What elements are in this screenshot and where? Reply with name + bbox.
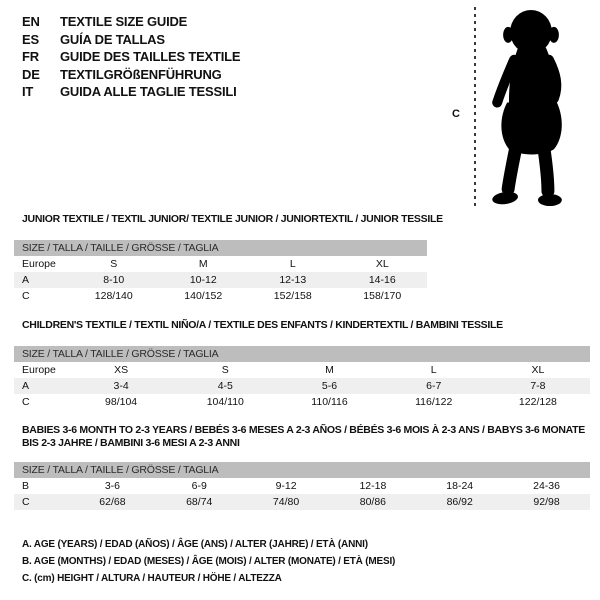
table-row [14, 362, 590, 378]
language-code: FR [22, 49, 39, 64]
table-cell: 122/128 [518, 396, 557, 408]
language-title: GUIDA ALLE TAGLIE TESSILI [60, 84, 237, 99]
language-code: IT [22, 84, 34, 99]
footnote-c: C. (cm) HEIGHT / ALTURA / HAUTEUR / HÖHE / ALTEZZA [22, 573, 282, 584]
table-cell: 128/140 [94, 290, 133, 302]
language-code: EN [22, 14, 40, 29]
table-cell: 68/74 [186, 496, 213, 508]
language-title: TEXTILGRÖßENFÜHRUNG [60, 66, 222, 82]
babies-size-table [14, 462, 590, 510]
table-row [14, 256, 427, 272]
table-cell: 158/170 [363, 290, 402, 302]
footnote-legend [22, 536, 395, 587]
table-cell: M [325, 364, 334, 376]
children-size-table [14, 346, 590, 410]
row-label: Europe [22, 258, 56, 270]
table-cell: 62/68 [99, 496, 126, 508]
table-row [14, 494, 590, 510]
row-label: A [22, 274, 30, 286]
table-cell: 110/116 [311, 396, 348, 408]
table-cell: 9-12 [275, 480, 297, 492]
table-cell: 7-8 [530, 380, 546, 392]
table-cell: 74/80 [272, 496, 300, 508]
table-cell: S [221, 364, 229, 376]
table-cell: 18-24 [446, 480, 474, 492]
row-label: A [22, 380, 30, 392]
table-cell: 3-6 [104, 480, 120, 492]
table-cell: 10-12 [189, 274, 217, 286]
language-row [22, 48, 240, 66]
language-code: DE [22, 66, 40, 82]
table-cell: 5-6 [321, 380, 338, 392]
table-cell: 24-36 [533, 480, 560, 492]
language-title: GUÍA DE TALLAS [60, 31, 165, 47]
table-row [14, 378, 590, 394]
table-cell: L [289, 258, 296, 270]
height-measure-dashed-line [474, 7, 476, 208]
table-cell: L [430, 364, 437, 376]
table-cell: 8-10 [103, 274, 125, 286]
table-cell: 104/110 [206, 396, 244, 408]
table-cell: 152/158 [273, 290, 312, 302]
table-cell: 14-16 [368, 274, 396, 286]
row-label: C [22, 396, 30, 408]
children-table-title: CHILDREN'S TEXTILE / TEXTIL NIÑO/A / TEXTILE DES ENFANTS / KINDERTEXTIL / BAMBINI TESSILE [22, 319, 503, 331]
junior-size-table [14, 240, 427, 304]
table-cell: 6-7 [426, 380, 442, 392]
language-title: GUIDE DES TAILLES TEXTILE [60, 49, 241, 64]
row-label: C [22, 290, 30, 302]
language-row [22, 83, 240, 101]
table-cell: M [198, 258, 208, 270]
language-row [22, 31, 240, 49]
table-cell: 140/152 [184, 290, 223, 302]
baby-silhouette-icon [481, 6, 583, 210]
table-size-header: SIZE / TALLA / TAILLE / GRÖSSE / TAGLIA [14, 240, 427, 256]
language-row [22, 13, 240, 31]
junior-table-title: JUNIOR TEXTILE / TEXTIL JUNIOR/ TEXTILE JUNIOR / JUNIORTEXTIL / JUNIOR TESSILE [22, 213, 443, 225]
table-cell: 98/104 [105, 396, 138, 408]
figure-height-label: C [452, 108, 460, 120]
table-cell: 4-5 [217, 380, 233, 392]
table-row [14, 478, 590, 494]
footnote-b: B. AGE (MONTHS) / EDAD (MESES) / ÂGE (MOIS) / ALTER (MONATE) / ETÀ (MESI) [22, 556, 396, 567]
table-cell: 92/98 [533, 496, 560, 508]
language-code: ES [22, 31, 39, 47]
row-label: C [22, 496, 30, 508]
babies-table-title: BABIES 3-6 MONTH TO 2-3 YEARS / BEBÉS 3-6 MESES A 2-3 AÑOS / BÉBÉS 3-6 MOIS À 2-3 ANS / BABYS 3-6 MONATE BIS 2-3 JAHRE / BAMBINI 3-6 MESI A 2-3 ANNI [22, 424, 585, 449]
table-cell: 80/86 [359, 496, 387, 508]
table-cell: XL [531, 364, 545, 376]
language-title-list [22, 13, 240, 101]
table-row [14, 288, 427, 304]
table-row [14, 394, 590, 410]
row-label: B [22, 480, 30, 492]
table-size-header: SIZE / TALLA / TAILLE / GRÖSSE / TAGLIA [14, 346, 590, 362]
table-row [14, 272, 427, 288]
table-cell: 6-9 [191, 480, 207, 492]
table-cell: 116/122 [415, 396, 453, 408]
footnote-a: A. AGE (YEARS) / EDAD (AÑOS) / ÂGE (ANS) / ALTER (JAHRE) / ETÀ (ANNI) [22, 539, 368, 550]
language-title: TEXTILE SIZE GUIDE [60, 14, 188, 29]
table-cell: XS [114, 364, 129, 376]
table-cell: 12-18 [359, 480, 387, 492]
row-label: Europe [22, 364, 56, 376]
table-cell: 12-13 [279, 274, 307, 286]
table-cell: XL [375, 258, 389, 270]
table-cell: S [110, 258, 118, 270]
table-cell: 3-4 [113, 380, 129, 392]
table-size-header: SIZE / TALLA / TAILLE / GRÖSSE / TAGLIA [14, 462, 590, 478]
language-row [22, 66, 240, 84]
table-cell: 86/92 [446, 496, 473, 508]
